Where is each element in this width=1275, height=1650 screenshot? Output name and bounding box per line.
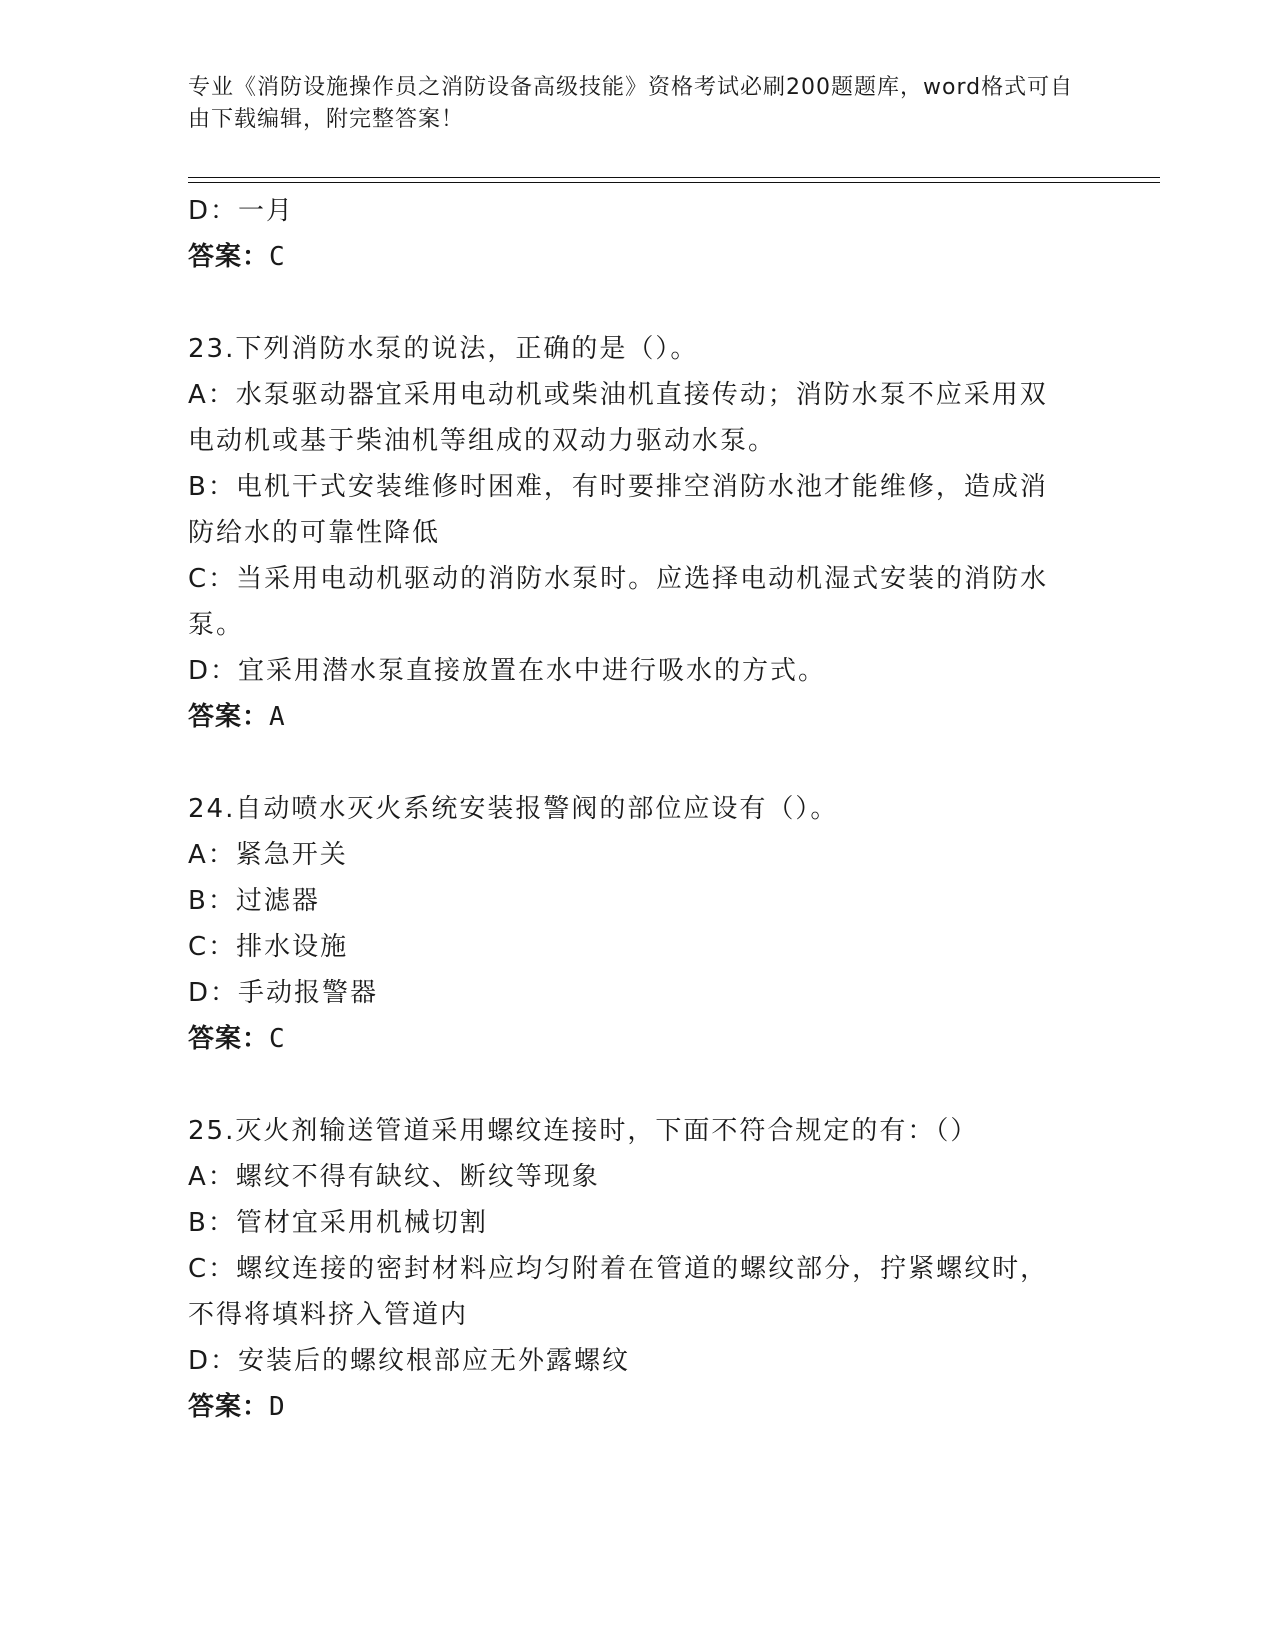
option-a: A：水泵驱动器宜采用电动机或柴油机直接传动；消防水泵不应采用双 <box>188 380 1048 410</box>
question-25 <box>188 1108 1088 1430</box>
question-stem: 23.下列消防水泵的说法，正确的是（）。 <box>188 334 699 364</box>
answer-value: D <box>269 1392 286 1422</box>
spacer <box>188 280 1088 326</box>
answer-line <box>188 1016 1088 1062</box>
answer-label: 答案： <box>188 702 270 732</box>
document-body <box>188 188 1088 1430</box>
option-b: B：过滤器 <box>188 886 320 916</box>
answer-value: A <box>269 702 286 732</box>
option-d: D：安装后的螺纹根部应无外露螺纹 <box>188 1346 631 1376</box>
option-c: C：当采用电动机驱动的消防水泵时。应选择电动机湿式安装的消防水 <box>188 564 1049 594</box>
option-d: D：宜采用潜水泵直接放置在水中进行吸水的方式。 <box>188 656 827 686</box>
question-stem: 24.自动喷水灭火系统安装报警阀的部位应设有（）。 <box>188 794 839 824</box>
header-text: 专业《消防设施操作员之消防设备高级技能》资格考试必刷200题题库，word格式可自由下载编辑，附完整答案！ <box>188 75 1074 132</box>
option-d: D：手动报警器 <box>188 978 379 1008</box>
option-a-cont: 电动机或基于柴油机等组成的双动力驱动水泵。 <box>188 426 777 456</box>
answer-line <box>188 694 1088 740</box>
option-b: B：电机干式安装维修时困难，有时要排空消防水池才能维修，造成消 <box>188 472 1048 502</box>
answer-line <box>188 234 1088 280</box>
answer-line <box>188 1384 1088 1430</box>
question-23 <box>188 326 1088 740</box>
answer-label: 答案： <box>188 1392 270 1422</box>
page-header <box>188 72 1088 136</box>
option-a: A：紧急开关 <box>188 840 348 870</box>
question-stem: 25.灭火剂输送管道采用螺纹连接时，下面不符合规定的有：（） <box>188 1116 979 1146</box>
spacer <box>188 740 1088 786</box>
option-d: D：一月 <box>188 196 295 226</box>
option-b-cont: 防给水的可靠性降低 <box>188 518 441 548</box>
answer-label: 答案： <box>188 1024 270 1054</box>
spacer <box>188 1062 1088 1108</box>
option-b: B：管材宜采用机械切割 <box>188 1208 488 1238</box>
question-24 <box>188 786 1088 1062</box>
header-rule-top <box>188 177 1160 178</box>
option-c: C：排水设施 <box>188 932 349 962</box>
previous-question-tail <box>188 188 1088 280</box>
option-c: C：螺纹连接的密封材料应均匀附着在管道的螺纹部分，拧紧螺纹时， <box>188 1254 1049 1284</box>
answer-value: C <box>269 1024 286 1054</box>
answer-label: 答案： <box>188 242 270 272</box>
option-a: A：螺纹不得有缺纹、断纹等现象 <box>188 1162 600 1192</box>
header-rule-bottom <box>188 182 1160 183</box>
answer-value: C <box>269 242 286 272</box>
option-c-cont: 泵。 <box>188 610 245 640</box>
option-c-cont: 不得将填料挤入管道内 <box>188 1300 469 1330</box>
